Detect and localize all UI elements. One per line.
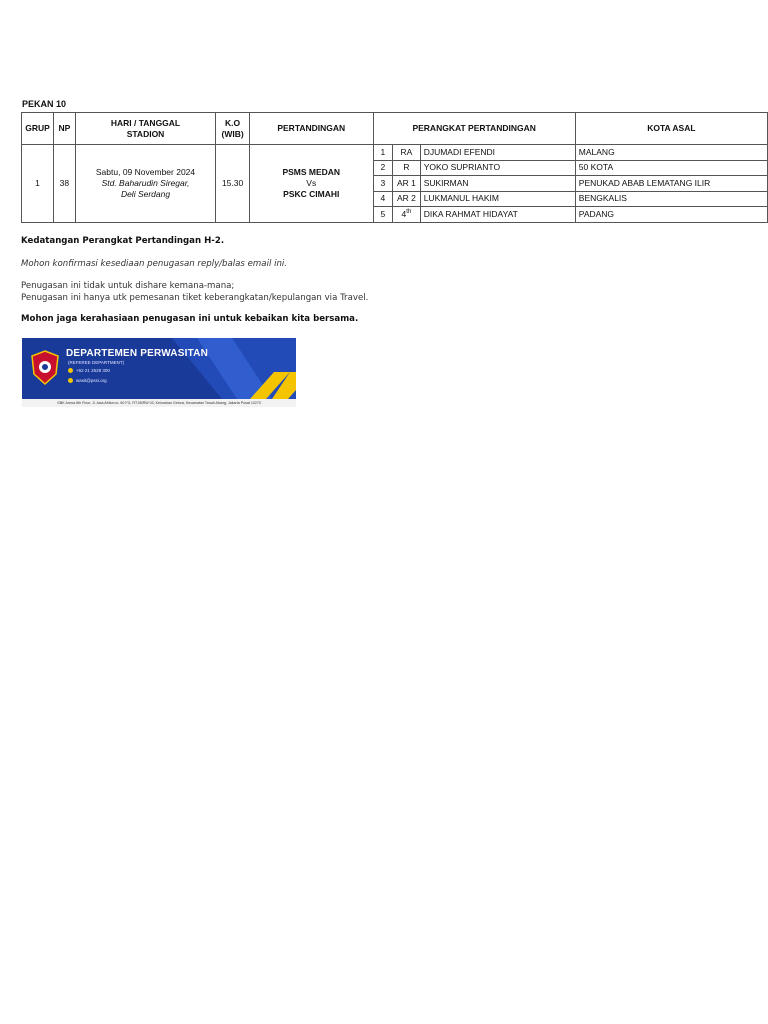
header-row	[22, 113, 768, 145]
banner-email-text[interactable]: wasit@pssi.org	[76, 378, 107, 383]
official-city: 50 KOTA	[575, 160, 767, 176]
official-role: R	[393, 160, 421, 176]
share-note	[21, 281, 368, 304]
grup-cell: 1	[22, 145, 54, 223]
official-no: 1	[373, 145, 393, 161]
official-role: AR 2	[393, 191, 421, 207]
away-team: PSKC CIMAHI	[283, 188, 340, 199]
header-ko-line1: K.O	[225, 117, 241, 128]
official-name: DJUMADI EFENDI	[420, 145, 575, 161]
phone-icon	[68, 368, 73, 373]
header-hari-line1: HARI / TANGGAL	[110, 117, 181, 128]
match-date: Sabtu, 09 November 2024	[95, 167, 196, 178]
banner-address: GBK Arena 6th Floor, Jl. Asia Afrika no. 60 FG, RT.05/RW 03, Kelurahan Gelora, Kecamatan Tanah Abang, Jakarta Pusat 10270	[22, 399, 296, 407]
date-stadium-cell	[75, 145, 215, 223]
arrival-note: Kedatangan Perangkat Pertandingan H-2.	[21, 236, 225, 246]
banner-title: DEPARTEMEN PERWASITAN	[66, 348, 208, 359]
header-perangkat: PERANGKAT PERTANDINGAN	[373, 113, 575, 145]
official-city: PADANG	[575, 207, 767, 223]
header-pertandingan: PERTANDINGAN	[249, 113, 373, 145]
official-role-base: 4	[401, 208, 407, 219]
official-role: RA	[393, 145, 421, 161]
official-row	[22, 145, 768, 161]
secrecy-note: Mohon jaga kerahasiaan penugasan ini untuk kebaikan kita bersama.	[21, 314, 359, 324]
ko-cell: 15.30	[216, 145, 250, 223]
banner-email	[68, 378, 107, 383]
official-no: 5	[373, 207, 393, 223]
header-kota: KOTA ASAL	[575, 113, 767, 145]
official-name: YOKO SUPRIANTO	[420, 160, 575, 176]
stadium-line2: Deli Serdang	[120, 188, 171, 199]
banner-subtitle: (REFEREE DEPARTMENT)	[68, 360, 125, 365]
vs-label: Vs	[306, 177, 317, 188]
header-grup: GRUP	[22, 113, 54, 145]
header-hari	[75, 113, 215, 145]
official-role	[393, 207, 421, 223]
department-banner	[22, 338, 296, 399]
np-cell: 38	[53, 145, 75, 223]
assignment-table	[21, 112, 768, 223]
pssi-emblem-icon	[30, 350, 60, 386]
official-no: 3	[373, 176, 393, 192]
official-name: LUKMANUL HAKIM	[420, 191, 575, 207]
share-note-line2: Penugasan ini hanya utk pemesanan tiket keberangkatan/kepulangan via Travel.	[21, 292, 369, 303]
official-name: SUKIRMAN	[420, 176, 575, 192]
official-no: 2	[373, 160, 393, 176]
home-team: PSMS MEDAN	[282, 167, 341, 178]
official-role-sup: th	[406, 209, 412, 216]
header-np: NP	[53, 113, 75, 145]
official-city: PENUKAD ABAB LEMATANG ILIR	[575, 176, 767, 192]
header-ko-line2: (WIB)	[221, 128, 244, 139]
official-city: MALANG	[575, 145, 767, 161]
header-ko	[216, 113, 250, 145]
official-name: DIKA RAHMAT HIDAYAT	[420, 207, 575, 223]
share-note-line1: Penugasan ini tidak untuk dishare kemana-mana;	[21, 281, 235, 291]
official-no: 4	[373, 191, 393, 207]
email-icon	[68, 378, 73, 383]
official-city: BENGKALIS	[575, 191, 767, 207]
confirm-note: Mohon konfirmasi kesediaan penugasan reply/balas email ini.	[21, 259, 288, 269]
banner-phone	[68, 368, 110, 373]
header-hari-line2: STADION	[126, 128, 165, 139]
match-cell	[249, 145, 373, 223]
banner-phone-text: +62 21 2528 300	[76, 368, 110, 373]
week-label: PEKAN 10	[22, 99, 67, 109]
official-role: AR 1	[393, 176, 421, 192]
stadium-line1: Std. Baharudin Siregar,	[101, 177, 190, 188]
